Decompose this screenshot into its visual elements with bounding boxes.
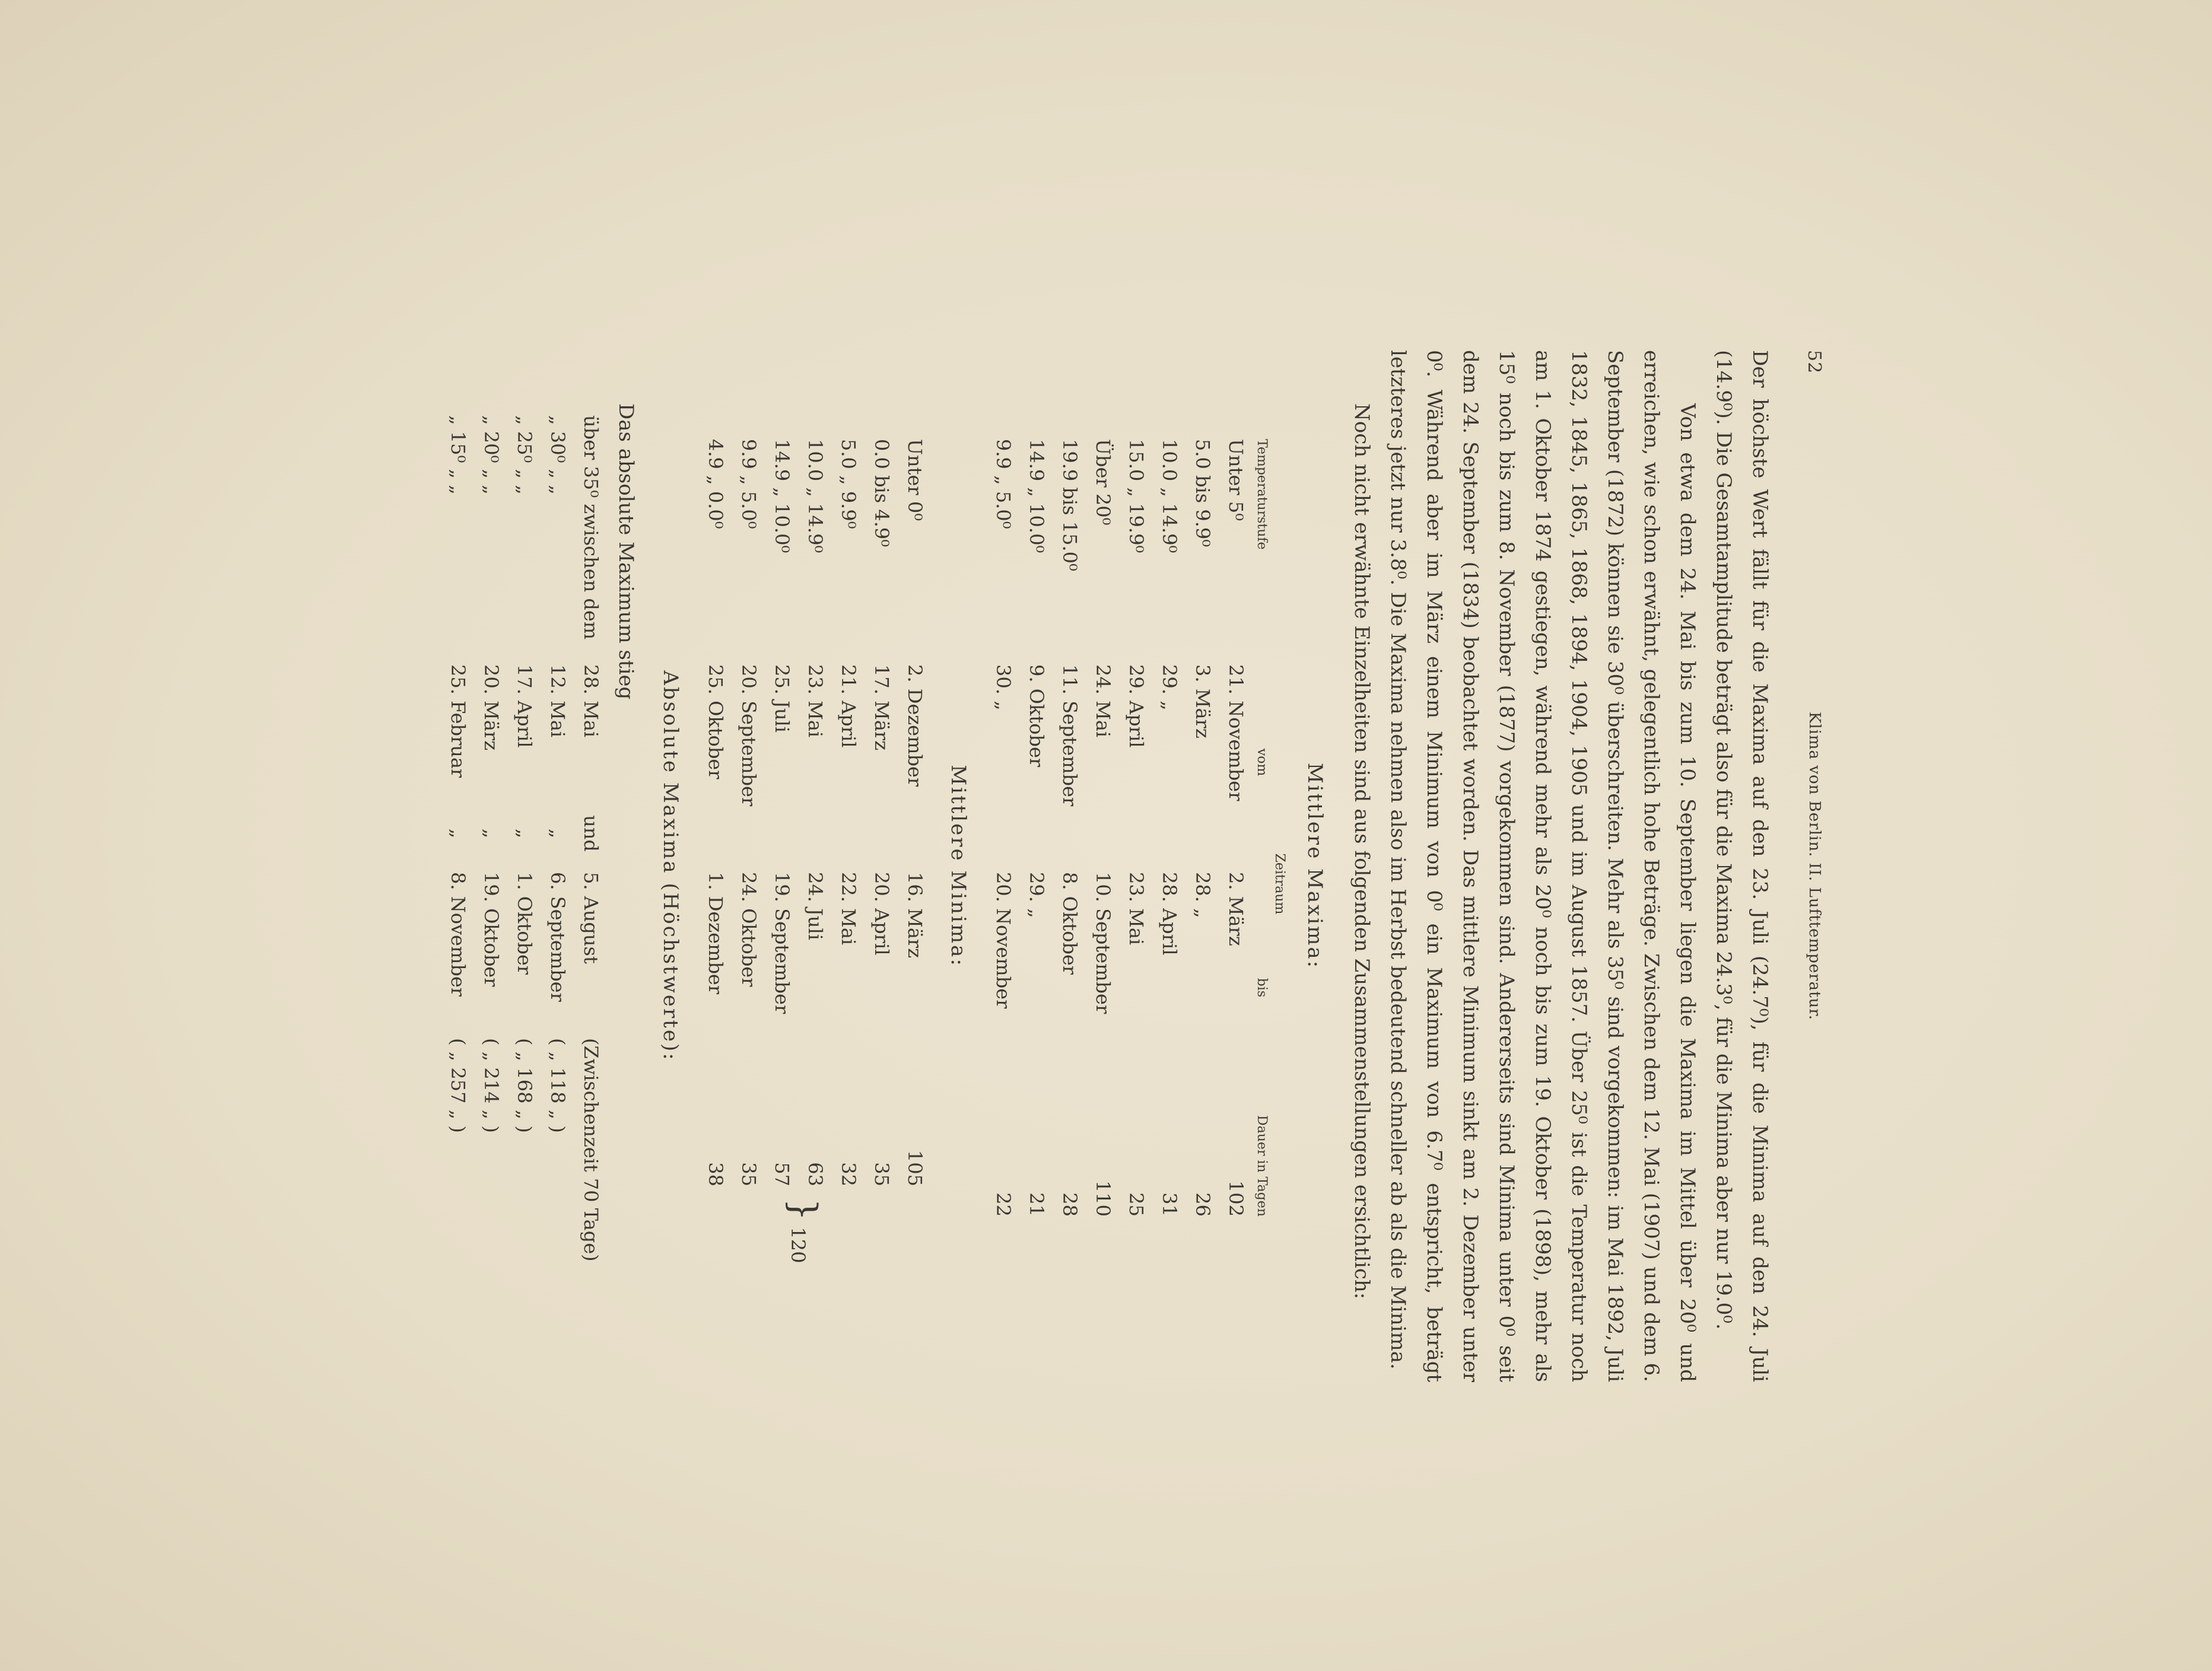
header-dauer: Dauer in Tagen [1254, 1115, 1269, 1217]
table-row [1053, 433, 1086, 1223]
table-row [475, 409, 508, 1268]
curly-brace-icon: } [783, 1198, 825, 1221]
cell-and: „ [513, 828, 536, 839]
table-row [1153, 433, 1186, 1223]
cell-from-date: 12. Mai [546, 664, 569, 738]
absolute-maxima-title: Absolute Maxima (Höchstwerte): [659, 670, 682, 1062]
cell-dauer: 105 [904, 1150, 926, 1186]
cell-to-date: 6. September [546, 872, 569, 1002]
cell-bis: 10. September [1092, 872, 1114, 1014]
cell-stufe: 4.9 „ 0.0⁰ [704, 439, 727, 529]
table-row [1219, 433, 1253, 1223]
cell-bis: 20. April [870, 872, 893, 956]
cell-interval: ( „ 118 „ ) [546, 1038, 569, 1133]
table-row [441, 409, 475, 1268]
cell-stufe: Unter 0⁰ [904, 439, 926, 521]
cell-dauer: 57 [771, 1162, 793, 1186]
cell-vom: 29. April [1125, 664, 1148, 748]
table-row [541, 409, 574, 1268]
cell-bis: 16. März [904, 872, 926, 959]
cell-dauer: 35 [870, 1162, 893, 1186]
header-bis: bis [1254, 978, 1269, 998]
cell-interval: ( „ 214 „ ) [480, 1038, 503, 1133]
cell-dauer: 110 [1092, 1180, 1114, 1217]
table-row [832, 433, 865, 1269]
absolute-maxima-intro: Das absolute Maximum stieg [614, 403, 638, 700]
cell-dauer: 26 [1191, 1192, 1214, 1217]
cell-from-date: 28. Mai [580, 664, 602, 738]
table-row [765, 433, 799, 1269]
cell-and: „ [546, 828, 569, 839]
header-vom: vom [1254, 748, 1269, 776]
table-row [508, 409, 541, 1268]
cell-stufe: 5.0 bis 9.9⁰ [1191, 439, 1214, 548]
cell-interval: ( „ 257 „ ) [447, 1038, 469, 1133]
cell-bis: 20. November [992, 872, 1015, 1009]
cell-bis: 22. Mai [837, 872, 860, 946]
cell-bis: 24. Juli [804, 872, 827, 940]
cell-bis: 8. Oktober [1059, 872, 1081, 975]
cell-vom: 9. Oktober [1025, 664, 1048, 768]
table-row [1120, 433, 1153, 1223]
table-row [865, 433, 898, 1269]
table-row [1186, 433, 1219, 1223]
cell-dauer: 63 [804, 1162, 827, 1186]
page-text-block [441, 350, 1832, 1382]
cell-threshold: „ 20⁰ „ „ [480, 415, 503, 495]
cell-bis: 23. Mai [1125, 872, 1148, 946]
cell-stufe: 0.0 bis 4.9⁰ [870, 439, 893, 548]
cell-and: „ [447, 828, 469, 839]
cell-dauer: 102 [1225, 1180, 1247, 1217]
cell-interval: ( „ 168 „ ) [513, 1038, 536, 1133]
cell-vom: 2. Dezember [904, 664, 926, 787]
cell-stufe: Über 20⁰ [1092, 439, 1114, 526]
paragraph-3: Noch nicht erwähnte Einzelheiten sind aus folgenden Zusammenstellungen ersichtlich: [1350, 403, 1374, 1300]
cell-dauer: 21 [1025, 1192, 1048, 1217]
cell-to-date: 5. August [580, 872, 602, 964]
mittlere-minima-table [699, 433, 932, 1269]
cell-bis: 19. September [771, 872, 793, 1014]
table-row [987, 433, 1020, 1223]
cell-to-date: 8. November [447, 872, 469, 997]
cell-threshold: über 35⁰ zwischen dem [580, 415, 602, 640]
paragraph-1: Der höchste Wert fällt für die Maxima auf den 23. Juli (24.7⁰), für die Minima auf den 24. Juli (14.9⁰). Die Gesamtamplitude beträgt also für die Maxima 24.3⁰, für die Minima aber nur 19.0⁰. [1712, 350, 1772, 1382]
cell-bis: 2. März [1225, 872, 1247, 946]
header-zeitraum: Zeitraum [1272, 853, 1287, 915]
mittlere-maxima-title: Mittlere Maxima: [1303, 762, 1327, 970]
cell-from-date: 25. Februar [447, 664, 469, 778]
cell-stufe: 9.9 „ 5.0⁰ [992, 439, 1015, 529]
cell-stufe: 19.9 bis 15.0⁰ [1059, 439, 1081, 571]
cell-vom: 20. September [738, 664, 760, 807]
running-title: Klima von Berlin. II. Lufttemperatur. [1806, 711, 1823, 1021]
table-row [799, 433, 832, 1269]
page-number: 52 [1804, 350, 1825, 374]
cell-stufe: Unter 5⁰ [1225, 439, 1247, 521]
cell-stufe: 9.9 „ 5.0⁰ [738, 439, 760, 529]
brace-group [765, 1192, 832, 1269]
cell-to-date: 19. Oktober [480, 872, 503, 987]
cell-vom: 21. November [1225, 664, 1247, 801]
table-row [732, 433, 765, 1269]
cell-threshold: „ 25⁰ „ „ [513, 415, 536, 495]
table-row [1086, 433, 1120, 1223]
cell-bis: 29. „ [1025, 872, 1048, 918]
cell-vom: 23. Mai [804, 664, 827, 738]
table-header-row [1270, 433, 1288, 1223]
cell-vom: 21. April [837, 664, 860, 748]
mittlere-minima-title: Mittlere Minima: [946, 765, 970, 967]
header-temperaturstufe: Temperaturstufe [1254, 439, 1269, 550]
cell-dauer: 35 [738, 1162, 760, 1186]
cell-interval: (Zwischenzeit 70 Tage) [580, 1038, 602, 1262]
cell-vom: 17. März [870, 664, 893, 751]
cell-from-date: 20. März [480, 664, 503, 751]
table-row [898, 433, 932, 1269]
cell-bis: 28. April [1158, 872, 1181, 956]
cell-dauer: 22 [992, 1192, 1015, 1217]
cell-from-date: 17. April [513, 664, 536, 748]
table-row [1020, 433, 1053, 1223]
cell-vom: 25. Juli [771, 664, 793, 733]
cell-vom: 30. „ [992, 664, 1015, 711]
cell-stufe: 5.0 „ 9.9⁰ [837, 439, 860, 529]
cell-stufe: 10.0 „ 14.9⁰ [1158, 439, 1181, 553]
mittlere-maxima-table [987, 433, 1288, 1223]
cell-dauer: 28 [1059, 1192, 1081, 1217]
cell-to-date: 1. Oktober [513, 872, 536, 975]
table-row [699, 433, 732, 1269]
cell-stufe: 10.0 „ 14.9⁰ [804, 439, 827, 553]
cell-dauer: 31 [1158, 1192, 1181, 1217]
cell-and: „ [480, 828, 503, 839]
paragraph-2: Von etwa dem 24. Mai bis zum 10. September liegen die Maxima im Mittel über 20⁰ und erreichen, wie schon erwähnt, gelegentlich hohe Beträge. Zwischen dem 12. Mai (1907) und dem 6. September (1872) können sie 30⁰ überschreiten. Mehr als 35⁰ sind vorgekommen: im Mai 1892, Juli 1832, 1845, 1865, 1868, 1894, 1904, 1905 und im August 1857. Über 25⁰ ist die Temperatur noch am 1. Oktober 1874 gestiegen, während mehr als 20⁰ noch bis zum 19. Oktober (1898), mehr als 15⁰ noch bis zum 8. November (1877) vorgekommen sind. Andererseits sind Minima unter 0⁰ seit dem 24. September (1834) beobachtet worden. Das mittlere Minimum sinkt am 2. Dezember unter 0⁰. Während aber im März einem Minimum von 0⁰ ein Maximum von 6.7⁰ entspricht, beträgt letzteres jetzt nur 3.8⁰. Die Maxima nehmen also im Herbst bedeutend schneller ab als die Minima. [1386, 350, 1699, 1382]
cell-vom: 24. Mai [1092, 664, 1114, 738]
cell-stufe: 15.0 „ 19.9⁰ [1125, 439, 1148, 553]
cell-bis: 1. Dezember [704, 872, 727, 995]
cell-vom: 25. Oktober [704, 664, 727, 779]
cell-threshold: „ 30⁰ „ „ [546, 415, 569, 495]
cell-bis: 28. „ [1191, 872, 1214, 918]
cell-dauer: 38 [704, 1162, 727, 1186]
cell-stufe: 14.9 „ 10.0⁰ [771, 439, 793, 553]
page-header [1797, 350, 1832, 1382]
cell-threshold: „ 15⁰ „ „ [447, 415, 469, 495]
cell-dauer: 25 [1125, 1192, 1148, 1217]
cell-vom: 29. „ [1158, 664, 1181, 711]
cell-stufe: 14.9 „ 10.0⁰ [1025, 439, 1048, 553]
cell-dauer: 32 [837, 1162, 860, 1186]
cell-and: und [580, 815, 602, 852]
brace-total: 120 [787, 1227, 810, 1263]
absolute-maxima-table [441, 409, 608, 1268]
cell-vom: 3. März [1191, 664, 1214, 739]
cell-bis: 24. Oktober [738, 872, 760, 987]
cell-vom: 11. September [1059, 664, 1081, 807]
table-row [574, 409, 608, 1268]
